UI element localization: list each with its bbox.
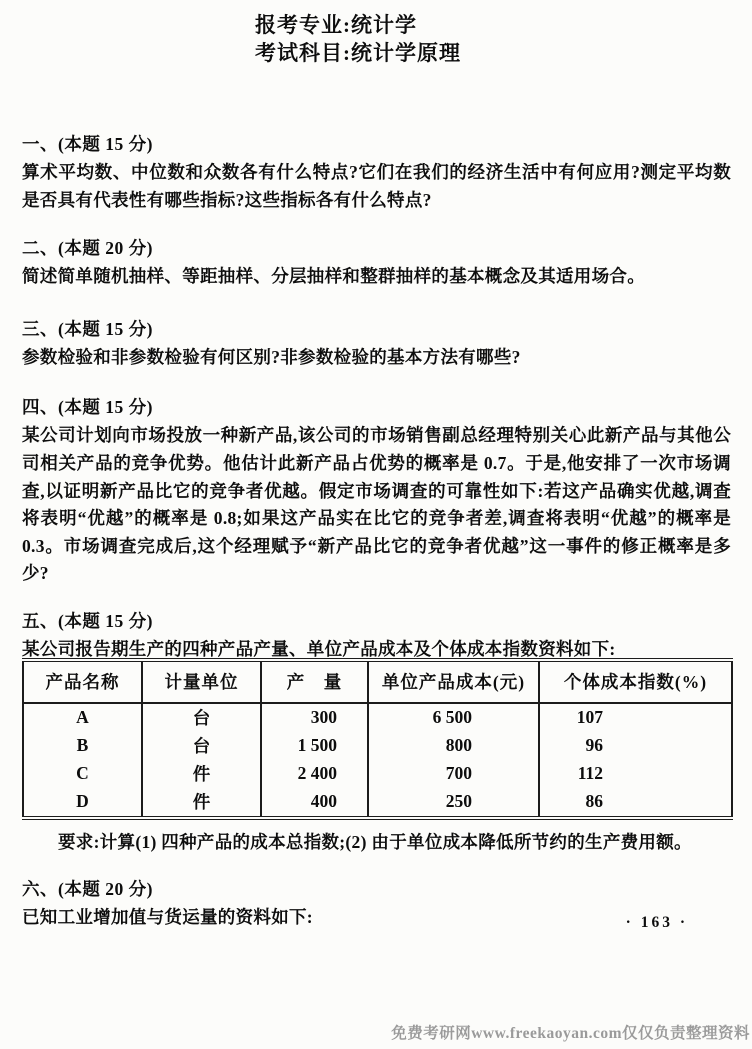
table-header-row bbox=[23, 660, 732, 703]
question-5-heading: 五、(本题 15 分) bbox=[22, 610, 153, 631]
cell-unit: 台 bbox=[142, 732, 261, 760]
cell-cost-index: 96 bbox=[539, 732, 732, 760]
col-header-unit-cost: 单位产品成本(元) bbox=[368, 660, 539, 703]
cell-unit-cost: 800 bbox=[368, 732, 539, 760]
cell-unit-cost: 250 bbox=[368, 788, 539, 818]
question-1-heading: 一、(本题 15 分) bbox=[22, 134, 153, 154]
col-header-quantity: 产 量 bbox=[261, 660, 368, 703]
exam-body bbox=[22, 131, 731, 932]
cell-cost-index: 86 bbox=[539, 788, 732, 818]
question-1-text: 算术平均数、中位数和众数各有什么特点?它们在我们的经济生活中有何应用?测定平均数是否具有代表性有哪些指标?这些指标各有什么特点? bbox=[22, 162, 731, 210]
question-4-heading: 四、(本题 15 分) bbox=[22, 397, 153, 418]
table-row bbox=[23, 732, 732, 760]
cell-quantity: 400 bbox=[261, 788, 368, 818]
cell-product-name: A bbox=[23, 703, 142, 732]
page-number: · 163 · bbox=[625, 914, 688, 931]
cell-unit: 台 bbox=[142, 703, 261, 732]
cell-product-name: B bbox=[23, 732, 142, 760]
question-5-text: 某公司报告期生产的四种产品产量、单位产品成本及个体成本指数资料如下: bbox=[22, 638, 616, 659]
table-row bbox=[23, 788, 732, 818]
col-header-cost-index: 个体成本指数(%) bbox=[539, 660, 732, 703]
table-row bbox=[23, 703, 732, 732]
cell-cost-index: 107 bbox=[539, 703, 732, 732]
cell-quantity: 2 400 bbox=[261, 760, 368, 788]
document-title bbox=[255, 0, 752, 67]
cell-unit-cost: 700 bbox=[368, 760, 539, 788]
cell-quantity: 1 500 bbox=[261, 732, 368, 760]
question-6-text: 已知工业增加值与货运量的资料如下: bbox=[22, 907, 313, 928]
table-row bbox=[23, 760, 732, 788]
cell-unit: 件 bbox=[142, 788, 261, 818]
question-3-heading: 三、(本题 15 分) bbox=[22, 318, 153, 339]
question-2-heading: 二、(本题 20 分) bbox=[22, 238, 153, 259]
exam-subject-line: 考试科目:统计学原理 bbox=[255, 41, 461, 65]
question-3-text: 参数检验和非参数检验有何区别?非参数检验的基本方法有哪些? bbox=[22, 346, 521, 367]
question-4-text: 某公司计划向市场投放一种新产品,该公司的市场销售副总经理特别关心此新产品与其他公 司相关产品的竞争优势。他估计此新产品占优势的概率是 0.7。于是,他安排了一次市场调查,以证明新产品比它的竞争者优越。假定市场调查的可靠性如下:若这产品确实优越,调查将表明“优越”的概率是 0.8;如果这产品实在比它的竞争者差,调查将表明“优越”的概率是 0.3。市场调查完成后,这个经理赋予“新产品比它的竞争者优越”这一事件的修正概率是多少? bbox=[22, 425, 731, 584]
question-6-heading: 六、(本题 20 分) bbox=[22, 879, 153, 900]
question-2-text: 简述简单随机抽样、等距抽样、分层抽样和整群抽样的基本概念及其适用场合。 bbox=[22, 266, 645, 287]
products-cost-table bbox=[22, 658, 733, 820]
cell-quantity: 300 bbox=[261, 703, 368, 732]
cell-product-name: D bbox=[23, 788, 142, 818]
col-header-product-name: 产品名称 bbox=[23, 660, 142, 703]
watermark-text: 免费考研网www.freekaoyan.com仅仅负责整理资料 bbox=[391, 1025, 750, 1042]
col-header-unit: 计量单位 bbox=[142, 660, 261, 703]
cell-product-name: C bbox=[23, 760, 142, 788]
cell-unit-cost: 6 500 bbox=[368, 703, 539, 732]
cell-unit: 件 bbox=[142, 760, 261, 788]
cell-cost-index: 112 bbox=[539, 760, 732, 788]
question-5-requirement: 要求:计算(1) 四种产品的成本总指数;(2) 由于单位成本降低所节约的生产费用额。 bbox=[58, 831, 692, 852]
exam-major-line: 报考专业:统计学 bbox=[255, 13, 417, 37]
